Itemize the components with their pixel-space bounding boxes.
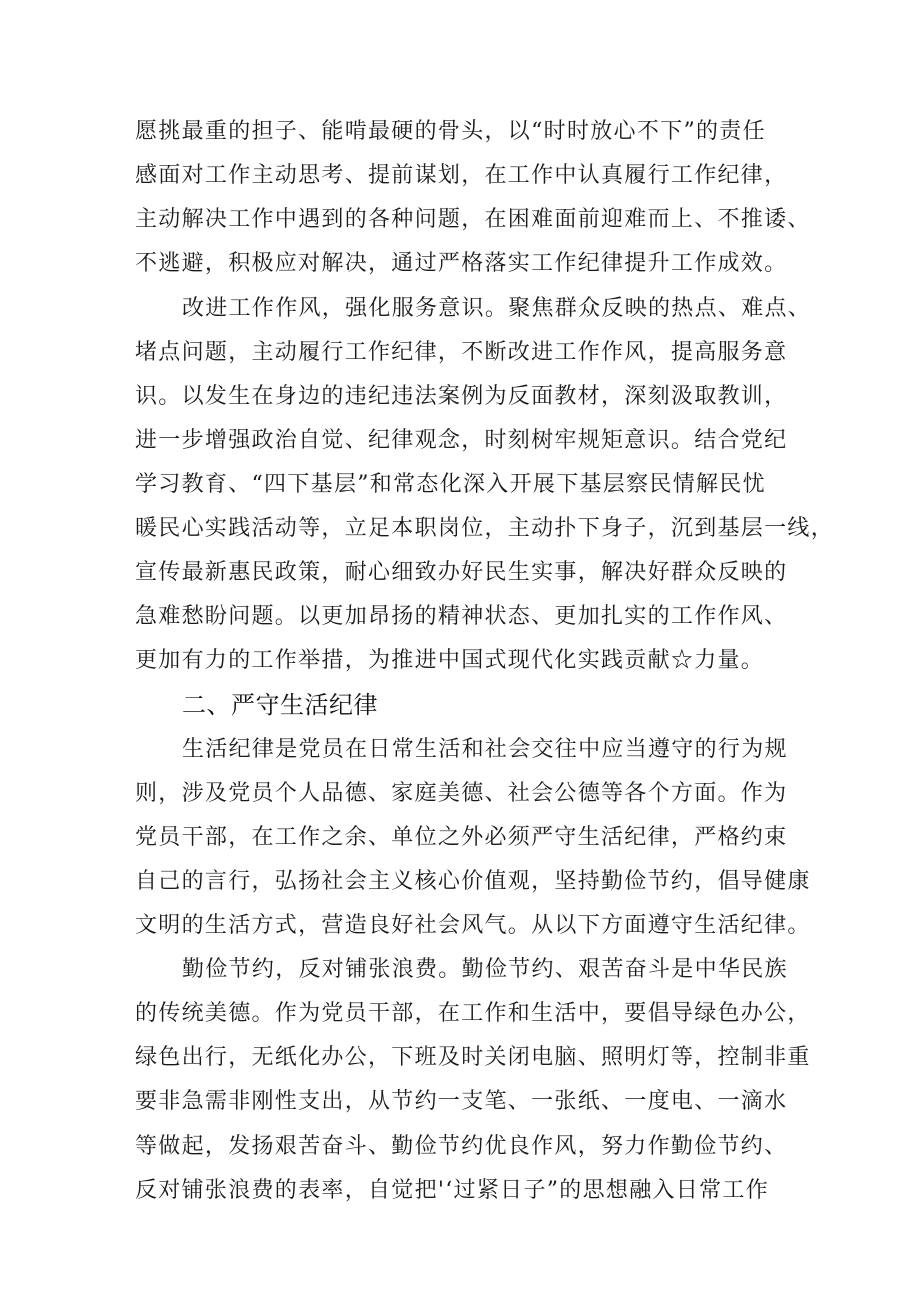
text-line: 学习教育、“四下基层”和常态化深入开展下基层察民情解民忧 — [135, 472, 766, 497]
text-line: 急难愁盼问题。以更加昂扬的精神状态、更加扎实的工作作风、 — [135, 604, 788, 629]
text-line: 不逃避，积极应对解决，通过严格落实工作纪律提升工作成效。 — [135, 251, 788, 276]
text-line: 要非急需非刚性支出，从节约一支笔、一张纸、一度电、一滴水 — [135, 1089, 788, 1114]
text-line: 等做起，发扬艰苦奋斗、勤俭节约优良作风，努力作勤俭节约、 — [135, 1134, 788, 1159]
text-line: 文明的生活方式，营造良好社会风气。从以下方面遵守生活纪律。 — [135, 913, 811, 938]
text-line: 的传统美德。作为党员干部，在工作和生活中，要倡导绿色办公， — [135, 1001, 811, 1026]
text-line: 自己的言行，弘扬社会主义核心价值观，坚持勤俭节约，倡导健康 — [135, 869, 811, 894]
text-line: 进一步增强政治自觉、纪律观念，时刻树牢规矩意识。结合党纪 — [135, 428, 788, 453]
text-line: 则，涉及党员个人品德、家庭美德、社会公德等各个方面。作为 — [135, 781, 788, 806]
text-line: 愿挑最重的担子、能啃最硬的骨头，以“时时放心不下”的责任 — [135, 119, 766, 144]
section-heading: 二、严守生活纪律 — [182, 691, 378, 719]
text-line: 勤俭节约，反对铺张浪费。勤俭节约、艰苦奋斗是中华民族 — [182, 957, 788, 982]
text-line: 主动解决工作中遇到的各种问题，在困难面前迎难而上、不推诿、 — [135, 207, 811, 232]
text-line: 更加有力的工作举措，为推进中国式现代化实践贡献☆力量。 — [135, 648, 765, 673]
text-line: 宣传最新惠民政策，耐心细致办好民生实事，解决好群众反映的 — [135, 560, 788, 585]
text-line: 感面对工作主动思考、提前谋划，在工作中认真履行工作纪律， — [135, 163, 788, 188]
text-line: 绿色出行，无纸化办公，下班及时关闭电脑、照明灯等，控制非重 — [135, 1045, 811, 1070]
text-line: 暖民心实践活动等，立足本职岗位，主动扑下身子，沉到基层一线， — [135, 516, 835, 541]
text-line: 改进工作作风，强化服务意识。聚焦群众反映的热点、难点、 — [182, 296, 812, 321]
text-line: 堵点问题，主动履行工作纪律，不断改进工作作风，提高服务意 — [135, 340, 788, 365]
text-line: 反对铺张浪费的表率，自觉把'‘过紧日子”的思想融入日常工作 — [135, 1178, 769, 1203]
text-line: 党员干部，在工作之余、单位之外必须严守生活纪律，严格约束 — [135, 825, 788, 850]
text-line: 识。以发生在身边的违纪违法案例为反面教材，深刻汲取教训， — [135, 384, 788, 409]
text-line: 生活纪律是党员在日常生活和社会交往中应当遵守的行为规 — [182, 737, 788, 762]
